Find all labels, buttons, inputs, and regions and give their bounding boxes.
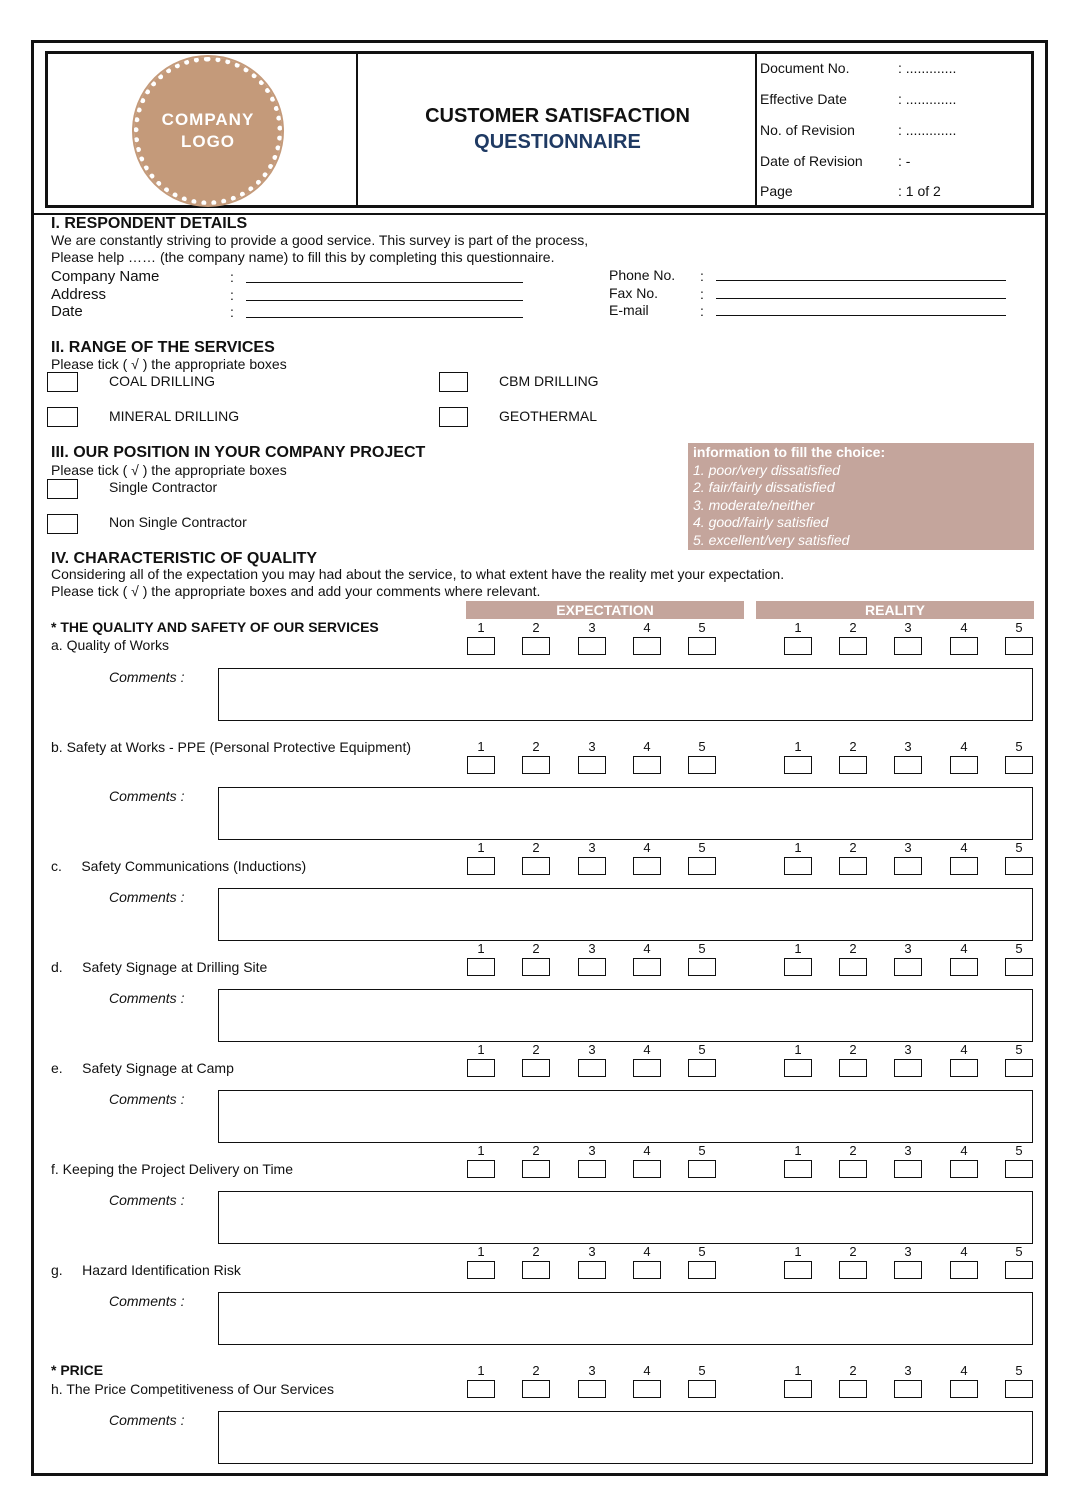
comments-label: Comments : (109, 788, 185, 804)
expectation-rating-checkbox[interactable] (467, 1059, 495, 1077)
section-2-title: II. RANGE OF THE SERVICES (51, 339, 275, 356)
expectation-scale-number: 1 (477, 739, 485, 754)
expectation-scale-number: 5 (698, 1042, 706, 1057)
reality-rating-checkbox[interactable] (894, 637, 922, 655)
reality-scale-number: 3 (904, 1244, 912, 1259)
intro-text: Please tick ( √ ) the appropriate boxes and add your comments where relevant. (51, 583, 541, 599)
expectation-scale-number: 2 (532, 739, 540, 754)
legend-item: 5. excellent/very satisfied (693, 531, 850, 548)
expectation-scale-number: 2 (532, 1244, 540, 1259)
expectation-rating-checkbox[interactable] (578, 958, 606, 976)
expectation-rating-checkbox[interactable] (688, 637, 716, 655)
reality-rating-checkbox[interactable] (839, 1380, 867, 1398)
meta-label: Date of Revision (760, 153, 863, 169)
expectation-header: EXPECTATION (466, 601, 744, 619)
colon: : (700, 286, 704, 302)
expectation-rating-checkbox[interactable] (467, 756, 495, 774)
position-checkbox[interactable] (47, 479, 78, 499)
reality-scale-number: 5 (1015, 739, 1023, 754)
expectation-scale-number: 1 (477, 1143, 485, 1158)
comments-input[interactable] (218, 888, 1033, 941)
expectation-rating-checkbox[interactable] (522, 1261, 550, 1279)
legend-item: 3. moderate/neither (693, 496, 815, 513)
expectation-rating-checkbox[interactable] (688, 958, 716, 976)
reality-scale-number: 4 (960, 1143, 968, 1158)
expectation-rating-checkbox[interactable] (688, 1160, 716, 1178)
reality-scale-number: 2 (849, 941, 857, 956)
field-input[interactable] (716, 280, 1006, 281)
reality-scale-number: 4 (960, 1042, 968, 1057)
comments-input[interactable] (218, 1090, 1033, 1143)
service-option-label: CBM DRILLING (499, 373, 599, 389)
expectation-scale-number: 3 (588, 1143, 596, 1158)
company-logo (134, 57, 282, 205)
reality-scale-number: 1 (794, 941, 802, 956)
expectation-scale-number: 2 (532, 1143, 540, 1158)
reality-scale-number: 1 (794, 840, 802, 855)
expectation-rating-checkbox[interactable] (467, 958, 495, 976)
question-label: d. Safety Signage at Drilling Site (51, 959, 268, 975)
reality-rating-checkbox[interactable] (1005, 1380, 1033, 1398)
reality-scale-number: 3 (904, 620, 912, 635)
logo-text: LOGO (180, 132, 236, 151)
reality-rating-checkbox[interactable] (894, 1261, 922, 1279)
expectation-rating-checkbox[interactable] (578, 1380, 606, 1398)
comments-label: Comments : (109, 1192, 185, 1208)
expectation-rating-checkbox[interactable] (578, 756, 606, 774)
question-label: h. The Price Competitiveness of Our Services (51, 1381, 334, 1397)
field-label: Address (51, 286, 107, 303)
expectation-scale-number: 5 (698, 840, 706, 855)
reality-scale-number: 4 (960, 1244, 968, 1259)
field-label: E-mail (609, 302, 649, 318)
reality-rating-checkbox[interactable] (1005, 958, 1033, 976)
reality-scale-number: 1 (794, 739, 802, 754)
reality-scale-number: 4 (960, 620, 968, 635)
field-input[interactable] (246, 300, 523, 301)
service-option-label: MINERAL DRILLING (109, 408, 240, 424)
reality-scale-number: 3 (904, 941, 912, 956)
reality-rating-checkbox[interactable] (894, 1059, 922, 1077)
expectation-rating-checkbox[interactable] (578, 1059, 606, 1077)
expectation-scale-number: 2 (532, 1042, 540, 1057)
reality-rating-checkbox[interactable] (950, 958, 978, 976)
reality-rating-checkbox[interactable] (839, 958, 867, 976)
field-label: Company Name (51, 268, 160, 285)
expectation-scale-number: 1 (477, 1244, 485, 1259)
field-label: Fax No. (609, 285, 659, 301)
service-option-label: GEOTHERMAL (499, 408, 598, 424)
expectation-rating-checkbox[interactable] (467, 1160, 495, 1178)
expectation-scale-number: 3 (588, 620, 596, 635)
expectation-rating-checkbox[interactable] (688, 1380, 716, 1398)
expectation-scale-number: 1 (477, 941, 485, 956)
meta-label: Document No. (760, 60, 850, 76)
comments-label: Comments : (109, 889, 185, 905)
colon: : (700, 268, 704, 284)
question-label: b. Safety at Works - PPE (Personal Protective Equipment) (51, 739, 412, 755)
expectation-scale-number: 3 (588, 840, 596, 855)
expectation-rating-checkbox[interactable] (522, 1059, 550, 1077)
reality-scale-number: 2 (849, 1042, 857, 1057)
reality-rating-checkbox[interactable] (1005, 1059, 1033, 1077)
field-label: Phone No. (609, 267, 676, 283)
reality-rating-checkbox[interactable] (1005, 637, 1033, 655)
expectation-rating-checkbox[interactable] (633, 958, 661, 976)
question-label: f. Keeping the Project Delivery on Time (51, 1161, 294, 1177)
colon: : (230, 269, 234, 285)
reality-scale-number: 1 (794, 1244, 802, 1259)
field-label: Date (51, 303, 83, 320)
meta-value: : ............. (898, 60, 957, 76)
reality-rating-checkbox[interactable] (950, 756, 978, 774)
reality-rating-checkbox[interactable] (1005, 857, 1033, 875)
expectation-scale-number: 1 (477, 1363, 485, 1378)
comments-label: Comments : (109, 669, 185, 685)
reality-scale-number: 2 (849, 1143, 857, 1158)
meta-label: Effective Date (760, 91, 847, 107)
expectation-scale-number: 5 (698, 1363, 706, 1378)
reality-scale-number: 4 (960, 739, 968, 754)
intro-text: Please help …… (the company name) to fill this by completing this questionnaire. (51, 249, 555, 265)
field-input[interactable] (716, 315, 1006, 316)
expectation-rating-checkbox[interactable] (522, 958, 550, 976)
comments-input[interactable] (218, 1411, 1033, 1464)
reality-rating-checkbox[interactable] (894, 1380, 922, 1398)
instruction: Please tick ( √ ) the appropriate boxes (51, 462, 287, 478)
expectation-rating-checkbox[interactable] (633, 1380, 661, 1398)
service-checkbox[interactable] (47, 372, 78, 392)
expectation-rating-checkbox[interactable] (578, 1160, 606, 1178)
expectation-rating-checkbox[interactable] (633, 1261, 661, 1279)
expectation-rating-checkbox[interactable] (578, 1261, 606, 1279)
reality-scale-number: 5 (1015, 941, 1023, 956)
reality-header: REALITY (756, 601, 1034, 619)
expectation-scale-number: 4 (643, 1363, 651, 1378)
question-label: a. Quality of Works (51, 637, 170, 653)
expectation-scale-number: 4 (643, 1244, 651, 1259)
reality-rating-checkbox[interactable] (784, 857, 812, 875)
group-title: * THE QUALITY AND SAFETY OF OUR SERVICES (51, 619, 379, 635)
expectation-scale-number: 4 (643, 941, 651, 956)
comments-input[interactable] (218, 668, 1033, 721)
meta-label: No. of Revision (760, 122, 855, 138)
reality-rating-checkbox[interactable] (894, 1160, 922, 1178)
expectation-scale-number: 5 (698, 620, 706, 635)
reality-rating-checkbox[interactable] (950, 1261, 978, 1279)
question-label: e. Safety Signage at Camp (51, 1060, 234, 1076)
expectation-rating-checkbox[interactable] (633, 637, 661, 655)
legend-item: 2. fair/fairly dissatisfied (693, 479, 835, 495)
reality-rating-checkbox[interactable] (839, 857, 867, 875)
field-input[interactable] (716, 298, 1006, 299)
reality-rating-checkbox[interactable] (839, 1261, 867, 1279)
expectation-rating-checkbox[interactable] (633, 1059, 661, 1077)
reality-scale-number: 3 (904, 1042, 912, 1057)
intro-text: Considering all of the expectation you may had about the service, to what extent have the reality met your expectation. (51, 566, 785, 582)
reality-scale-number: 3 (904, 1363, 912, 1378)
colon: : (700, 303, 704, 319)
meta-value: : - (898, 153, 911, 169)
reality-rating-checkbox[interactable] (950, 857, 978, 875)
reality-rating-checkbox[interactable] (1005, 1261, 1033, 1279)
reality-rating-checkbox[interactable] (950, 1380, 978, 1398)
expectation-scale-number: 4 (643, 840, 651, 855)
expectation-scale-number: 2 (532, 840, 540, 855)
reality-rating-checkbox[interactable] (784, 1380, 812, 1398)
expectation-rating-checkbox[interactable] (522, 756, 550, 774)
expectation-scale-number: 4 (643, 1143, 651, 1158)
comments-label: Comments : (109, 1412, 185, 1428)
expectation-rating-checkbox[interactable] (522, 637, 550, 655)
expectation-rating-checkbox[interactable] (688, 857, 716, 875)
reality-rating-checkbox[interactable] (894, 958, 922, 976)
legend-item: 1. poor/very dissatisfied (693, 461, 841, 478)
expectation-rating-checkbox[interactable] (633, 857, 661, 875)
expectation-rating-checkbox[interactable] (633, 1160, 661, 1178)
section-4-title: IV. CHARACTERISTIC OF QUALITY (51, 550, 318, 567)
comments-label: Comments : (109, 990, 185, 1006)
expectation-rating-checkbox[interactable] (578, 857, 606, 875)
reality-scale-number: 4 (960, 1363, 968, 1378)
reality-scale-number: 3 (904, 1143, 912, 1158)
expectation-scale-number: 4 (643, 620, 651, 635)
reality-rating-checkbox[interactable] (784, 958, 812, 976)
reality-rating-checkbox[interactable] (950, 637, 978, 655)
reality-scale-number: 4 (960, 840, 968, 855)
reality-rating-checkbox[interactable] (894, 756, 922, 774)
position-checkbox[interactable] (47, 514, 78, 534)
expectation-scale-number: 5 (698, 739, 706, 754)
question-label: g. Hazard Identification Risk (51, 1262, 241, 1278)
expectation-rating-checkbox[interactable] (467, 637, 495, 655)
expectation-scale-number: 3 (588, 1363, 596, 1378)
expectation-scale-number: 4 (643, 739, 651, 754)
intro-text: We are constantly striving to provide a good service. This survey is part of the process, (51, 232, 589, 248)
reality-scale-number: 5 (1015, 620, 1023, 635)
expectation-rating-checkbox[interactable] (633, 756, 661, 774)
reality-scale-number: 1 (794, 1042, 802, 1057)
reality-rating-checkbox[interactable] (784, 756, 812, 774)
expectation-scale-number: 3 (588, 1244, 596, 1259)
comments-label: Comments : (109, 1091, 185, 1107)
reality-rating-checkbox[interactable] (839, 1160, 867, 1178)
expectation-scale-number: 5 (698, 1244, 706, 1259)
meta-value: : ............. (898, 122, 957, 138)
logo-text: COMPANY (161, 110, 255, 129)
comments-input[interactable] (218, 787, 1033, 840)
reality-rating-checkbox[interactable] (839, 1059, 867, 1077)
expectation-scale-number: 5 (698, 1143, 706, 1158)
expectation-rating-checkbox[interactable] (578, 637, 606, 655)
expectation-scale-number: 3 (588, 941, 596, 956)
meta-value: : 1 of 2 (898, 183, 941, 199)
position-option-label: Single Contractor (109, 479, 218, 495)
comments-input[interactable] (218, 1292, 1033, 1345)
reality-scale-number: 3 (904, 840, 912, 855)
comments-input[interactable] (218, 1191, 1033, 1244)
expectation-rating-checkbox[interactable] (522, 1160, 550, 1178)
instruction: Please tick ( √ ) the appropriate boxes (51, 356, 287, 372)
expectation-rating-checkbox[interactable] (688, 1059, 716, 1077)
reality-scale-number: 2 (849, 840, 857, 855)
field-input[interactable] (246, 317, 523, 318)
expectation-scale-number: 3 (588, 739, 596, 754)
expectation-rating-checkbox[interactable] (467, 857, 495, 875)
reality-rating-checkbox[interactable] (839, 756, 867, 774)
reality-rating-checkbox[interactable] (950, 1160, 978, 1178)
expectation-scale-number: 3 (588, 1042, 596, 1057)
position-option-label: Non Single Contractor (109, 514, 247, 530)
section-1-title: I. RESPONDENT DETAILS (51, 215, 248, 232)
reality-scale-number: 5 (1015, 1143, 1023, 1158)
expectation-rating-checkbox[interactable] (522, 1380, 550, 1398)
doc-title: CUSTOMER SATISFACTION (425, 105, 690, 127)
rating-legend (688, 443, 1034, 550)
expectation-scale-number: 2 (532, 941, 540, 956)
reality-scale-number: 5 (1015, 1363, 1023, 1378)
reality-scale-number: 4 (960, 941, 968, 956)
reality-rating-checkbox[interactable] (1005, 756, 1033, 774)
colon: : (230, 287, 234, 303)
reality-rating-checkbox[interactable] (1005, 1160, 1033, 1178)
reality-scale-number: 1 (794, 1143, 802, 1158)
meta-label: Page (760, 183, 793, 199)
colon: : (230, 304, 234, 320)
legend-title: information to fill the choice: (693, 444, 886, 460)
reality-rating-checkbox[interactable] (784, 1160, 812, 1178)
comments-input[interactable] (218, 989, 1033, 1042)
expectation-rating-checkbox[interactable] (688, 1261, 716, 1279)
expectation-rating-checkbox[interactable] (522, 857, 550, 875)
service-checkbox[interactable] (47, 407, 78, 427)
reality-scale-number: 2 (849, 739, 857, 754)
reality-rating-checkbox[interactable] (950, 1059, 978, 1077)
reality-rating-checkbox[interactable] (784, 637, 812, 655)
reality-scale-number: 1 (794, 620, 802, 635)
reality-scale-number: 5 (1015, 840, 1023, 855)
meta-value: : ............. (898, 91, 957, 107)
reality-scale-number: 1 (794, 1363, 802, 1378)
reality-scale-number: 5 (1015, 1042, 1023, 1057)
service-option-label: COAL DRILLING (109, 373, 216, 389)
reality-rating-checkbox[interactable] (784, 1261, 812, 1279)
reality-rating-checkbox[interactable] (784, 1059, 812, 1077)
expectation-scale-number: 2 (532, 1363, 540, 1378)
expectation-scale-number: 2 (532, 620, 540, 635)
reality-scale-number: 5 (1015, 1244, 1023, 1259)
reality-scale-number: 2 (849, 1244, 857, 1259)
reality-rating-checkbox[interactable] (839, 637, 867, 655)
section-3-title: III. OUR POSITION IN YOUR COMPANY PROJECT (51, 444, 426, 461)
expectation-scale-number: 4 (643, 1042, 651, 1057)
group-title: * PRICE (51, 1362, 104, 1378)
reality-scale-number: 2 (849, 1363, 857, 1378)
comments-label: Comments : (109, 1293, 185, 1309)
question-label: c. Safety Communications (Inductions) (51, 858, 307, 874)
expectation-scale-number: 5 (698, 941, 706, 956)
service-checkbox[interactable] (439, 372, 468, 392)
expectation-rating-checkbox[interactable] (688, 756, 716, 774)
expectation-rating-checkbox[interactable] (467, 1380, 495, 1398)
expectation-scale-number: 1 (477, 840, 485, 855)
expectation-rating-checkbox[interactable] (467, 1261, 495, 1279)
doc-subtitle: QUESTIONNAIRE (474, 131, 641, 153)
legend-item: 4. good/fairly satisfied (693, 514, 829, 530)
service-checkbox[interactable] (439, 407, 468, 427)
expectation-scale-number: 1 (477, 620, 485, 635)
reality-scale-number: 3 (904, 739, 912, 754)
field-input[interactable] (246, 282, 523, 283)
expectation-scale-number: 1 (477, 1042, 485, 1057)
reality-scale-number: 2 (849, 620, 857, 635)
reality-rating-checkbox[interactable] (894, 857, 922, 875)
